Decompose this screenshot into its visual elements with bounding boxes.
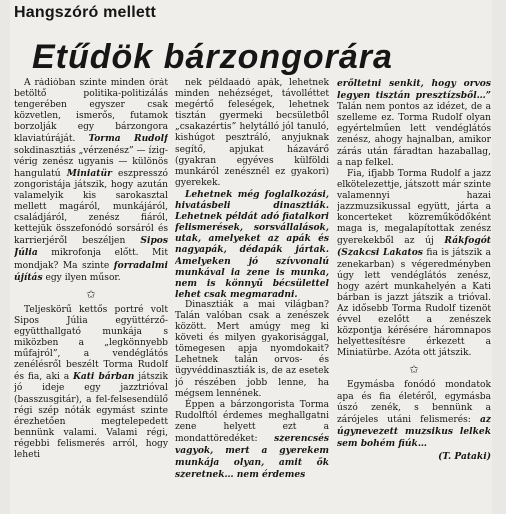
venue-name: Miniatür: [66, 167, 112, 179]
section-separator-star: ✩: [86, 287, 96, 301]
band-name: Rákfogót (Szakcsi Lakatos: [337, 235, 491, 259]
text: Fia, ifjabb Torma Rudolf a jazz elkötelezettje, játszott már szinte valamennyi hazai jazzmuzsikussal együtt, járta a koncerteket közreműködőként maga is, megalapítottak zenész gyerekekből az új: [337, 168, 491, 247]
text: Lehetnek még foglalkozási, hivatásbeli dinasztiák. Lehetnek példát adó fiatalkori felismerések, sorsvállalások, utak, amelyeket az apák és nagyapák, dédapák jártak. Amelyeken jó szívvonalú munkával ia zene is munka, nem is könnyű bécsülettel lehet csak megmaradni.: [175, 188, 329, 300]
paragraph: [175, 78, 329, 189]
text: Teljeskörű kettős portré volt Sipos Júlia együttérző-együtthallgató munkája s miközben a „legkönnyebb műfajról”, a vendéglátós zenélésről beszélt Torma Rudolf és fia, aki a: [14, 304, 168, 383]
paragraph-emphasis: [175, 189, 329, 300]
text: fia is játszik a zenekarban) s végeredményben úgy lett vendéglátós zenész, hogy azért munkahelyén a Kati bárban is jazzt játszik a trióval. Az idősebb Torma Rudolf tizenöt évvel ezelőtt a zenészek központja kérésére háromnapos helyettesítésre érkezett a Miniatürbe. Azóta ott játszik.: [337, 248, 491, 359]
paragraph: [175, 400, 329, 482]
article-headline: Etűdök bárzongorára: [32, 38, 393, 76]
text: eszpresszó zongoristája játszik, hogy azután valamelyik kis sarokasztal mellett magáról, munkájáról, családjáról, zenész fiáról, kettejük összefonódó sorsáról és karrierjéről beszéljen: [14, 168, 168, 247]
text: nek példaadó apák, lehetnek minden nehézséget, távolléttet megértő feleségek, lehetnek tisztán gyermeki becsületből „csakazértis” helytálló jól tanuló, kishúgot pesztráló, anyjuknak segítő, apjukat házavárő (gyakran egyéves külföldi munkáról zenésznél ez gyakori) gyerekek.: [175, 78, 329, 188]
text: Egymásba fonódó mondatok apa és fia életéről, egymásba úszó zenék, s bennünk a zárójeles utáni felismerés:: [337, 380, 491, 425]
text: mikrofonja előtt. Mit mondjak? Ma szinte: [14, 248, 168, 271]
text: Éppen a bárzongorista Torma Rudolftól érdemes meghallgatni zene helyett ezt a mondattöredéket:: [175, 399, 329, 444]
paragraph: [337, 380, 491, 450]
article-column-1: [14, 78, 168, 508]
emphasis: forradalmi újítás: [14, 259, 168, 283]
person-name: Torma Rudolf: [88, 133, 168, 145]
closing-emphasis: az úgynevezett muzsikus lelkek sem bohém fiúk…: [337, 413, 491, 449]
paragraph: [14, 78, 168, 284]
host-name: Sipos Júlia: [14, 235, 168, 259]
author-signature: (T. Pataki): [438, 451, 491, 462]
adjacent-column-bleed-right: [492, 0, 506, 514]
paragraph: [14, 305, 168, 461]
article-column-2: [175, 78, 329, 508]
text: sokdinasztiás „vérzenész” — ízig-vérig zenész ugyanis — különös hangulatú: [14, 145, 168, 179]
text: Talán nem pontos az idézet, de a szelleme ez. Torma Rudolf olyan egyértelműen lett vendéglátós zenész, ahogy hajnalban, amikor zárás után fáradtan hazaballag, a nap felkel.: [337, 102, 491, 168]
section-separator-star: ✩: [409, 363, 419, 377]
text: Dinasztiák a mai világban? Talán valóban csak a zenészek között. Mert amúgy meg ki követi és milyen gyakorisággal, tömegesen apja nyomdokait? Lehetnek talán orvos- és ügyvéddinasztiák is, de az esetek jó részében jobb lenne, ha mégsem lennének.: [175, 299, 329, 399]
section-kicker: Hangszóró mellett: [14, 4, 157, 21]
adjacent-column-bleed-left: [0, 0, 10, 514]
quote: erőltetni senkit, hogy orvos legyen tisztán presztízsből…”: [337, 78, 491, 102]
quote: szerencsés vagyok, mert a gyerekem munkája olyan, amit ők szeretnek… nem érdemes: [175, 433, 329, 481]
paragraph: [337, 78, 491, 169]
article-column-3: [337, 78, 491, 508]
paragraph: [337, 169, 491, 360]
text: A rádióban szinte minden órát betöltő politika-politizálás tengerében egyszer csak közvetlen, ismerős, futamok borzolják egy bárzongora klaviatúráját.: [14, 78, 168, 145]
text: egy ilyen műsor.: [45, 272, 121, 283]
paragraph: [175, 300, 329, 400]
venue-name: Kati bárban: [72, 371, 135, 383]
text: játszik jó ideje egy jazztrióval (basszusgitár), a fel-felsesendülő régi szép nóták egymást szinte érezhetően megtelepedett bennünk valami. Valami régi, régebbi felismerés arról, hogy leheti: [14, 372, 168, 460]
